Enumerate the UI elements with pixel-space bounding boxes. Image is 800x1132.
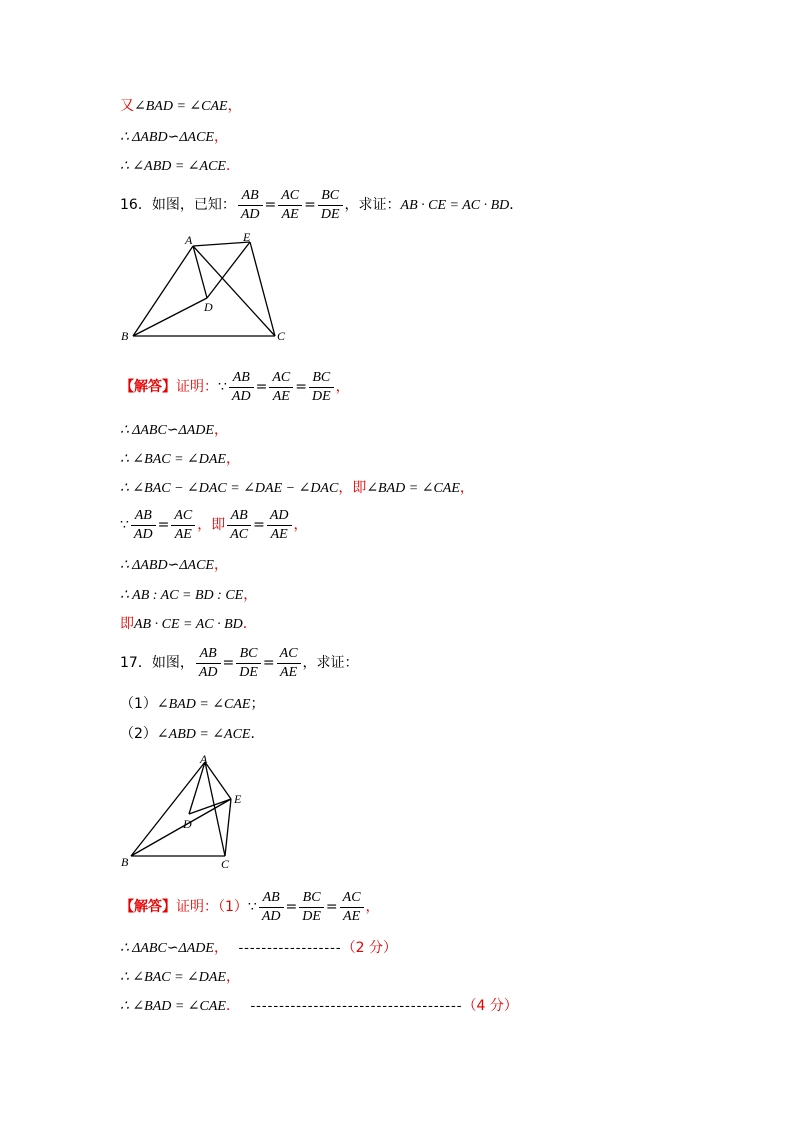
sol17-line-3 <box>120 967 240 988</box>
q16-frac-1 <box>238 187 263 224</box>
q16-label-C: C <box>277 329 286 343</box>
q16-label-E: E <box>243 230 251 244</box>
sol17-end-2: ， <box>213 940 228 956</box>
q16-label-A: A <box>185 233 193 247</box>
q17-p1-label: （1） <box>120 696 157 712</box>
sol17-score-2: （2 分） <box>341 940 397 956</box>
sol16-line-1: 【解答】证明：∵ $\frac{AB}{AD}$ = $\frac{AC}{AE}$ = $\frac{BC}{DE}$ ， <box>120 369 350 404</box>
q17-figure <box>115 750 255 875</box>
sol16-expr-3: ∴ ∠BAC = ∠DAE <box>120 452 226 467</box>
sol16-frac-3 <box>309 369 334 406</box>
sol17-line-2 <box>120 938 397 959</box>
q16-frac-3-den: DE <box>320 206 340 222</box>
q17-label-A: A <box>200 752 208 766</box>
prev-end-1: ， <box>227 98 242 114</box>
q17-frac-3-den: AE <box>280 664 298 680</box>
sol16-expr-4: ∴ ∠BAC − ∠DAC = ∠DAE − ∠DAC <box>120 481 339 496</box>
q16-seg-AE <box>193 242 250 246</box>
sol16-line-5: ∵ $\frac{AB}{AD}$ = $\frac{AC}{AE}$ ，即 $\frac{AB}{AC}$ = $\frac{AD}{AE}$ ， <box>120 507 308 542</box>
q17-seg-EC <box>225 799 231 856</box>
q17-frac-1-num: AB <box>196 645 221 664</box>
sol16-frac-5b-den: AE <box>174 526 192 542</box>
sol16-frac-5a <box>131 507 156 544</box>
sol16-frac-1-den: AD <box>231 388 251 404</box>
sol16-frac-2 <box>269 369 293 406</box>
sol17-expr-3: ∴ ∠BAC = ∠DAE <box>120 970 226 985</box>
prev-line-2 <box>120 127 228 148</box>
q16-frac-3 <box>318 187 343 224</box>
q17-seg-DE <box>189 799 231 814</box>
q17-statement: 17．如图， $\frac{AB}{AD}$ = $\frac{BC}{DE}$ = $\frac{AC}{AE}$ ，求证： <box>120 645 359 680</box>
sol17-end-4: ． <box>225 998 240 1014</box>
q16-seg-AB <box>133 246 193 336</box>
q16-statement: 16．如图，已知： $\frac{AB}{AD}$ = $\frac{AC}{AE}$ = $\frac{BC}{DE}$ ，求证：AB · CE = AC · BD． <box>120 187 524 222</box>
q16-frac-2-den: AE <box>281 206 299 222</box>
q17-p1-end: ； <box>250 696 265 712</box>
q17-part-2 <box>120 724 265 745</box>
sol16-frac-5c-den: AC <box>230 526 249 542</box>
q16-frac-1-den: AD <box>240 206 260 222</box>
prev-end-2: ， <box>213 129 228 145</box>
sol16-end-6: ， <box>213 557 228 573</box>
q16-frac-2-num: AC <box>278 187 302 206</box>
sol16-expr-2: ∴ ΔABC∽ΔADE <box>120 423 214 438</box>
sol16-tag: 【解答】 <box>120 379 176 395</box>
q16-frac-1-num: AB <box>238 187 263 206</box>
q17-frac-2-num: BC <box>236 645 261 664</box>
sol16-line-3 <box>120 449 240 470</box>
sol17-frac-2-den: DE <box>302 908 321 924</box>
sol16-frac-5c <box>227 507 251 544</box>
prev-end-3: ． <box>225 158 240 174</box>
sol16-frac-5a-num: AB <box>131 507 156 526</box>
sol17-expr-4: ∴ ∠BAD = ∠CAE <box>120 999 226 1014</box>
q16-goal: AB · CE = AC · BD <box>400 198 510 213</box>
sol16-because-5: ∵ <box>120 517 129 533</box>
sol16-frac-5c-num: AB <box>227 507 251 526</box>
sol16-end-8: ． <box>242 616 257 632</box>
sol16-mid-4: ，即 <box>338 480 367 496</box>
sol16-frac-5d <box>267 507 292 544</box>
q17-prefix: 17．如图， <box>120 655 194 671</box>
q17-seg-AD <box>189 762 205 814</box>
q17-label-E: E <box>234 792 242 806</box>
q17-p2-label: （2） <box>120 726 157 742</box>
sol16-line-7 <box>120 585 257 606</box>
q16-end: ． <box>509 197 524 213</box>
sol17-expr-2: ∴ ΔABC∽ΔADE <box>120 941 214 956</box>
sol17-frac-1-num: AB <box>259 889 284 908</box>
sol16-frac-5b-num: AC <box>171 507 195 526</box>
q17-frac-2 <box>236 645 261 682</box>
q16-figure <box>115 228 295 348</box>
sol17-dash-2: ------------------ <box>238 940 342 956</box>
q17-frac-1 <box>196 645 221 682</box>
q16-frac-3-num: BC <box>318 187 343 206</box>
sol17-frac-3-den: AE <box>343 908 361 924</box>
sol16-expr-7: ∴ AB : AC = BD : CE <box>120 588 244 603</box>
sol16-frac-1-num: AB <box>229 369 254 388</box>
sol17-frac-2 <box>299 889 324 926</box>
sol16-expr-8: AB · CE = AC · BD <box>134 617 243 632</box>
q17-p2-expr: ∠ABD = ∠ACE <box>156 727 251 742</box>
sol16-proof: 证明： <box>176 379 218 395</box>
sol17-line-4 <box>120 996 518 1017</box>
sol16-end-3: ， <box>225 451 240 467</box>
prev-line-1 <box>120 96 242 117</box>
prev-expr-2: ∴ ΔABD∽ΔACE <box>120 130 214 145</box>
q17-label-D: D <box>183 817 192 831</box>
q17-frac-3 <box>277 645 301 682</box>
sol17-frac-1 <box>259 889 284 926</box>
q16-frac-2 <box>278 187 302 224</box>
q17-label-C: C <box>221 857 230 871</box>
sol17-end-3: ， <box>225 969 240 985</box>
sol16-frac-5d-den: AE <box>270 526 288 542</box>
sol17-because: ∵ <box>247 899 257 915</box>
q17-seg-AB <box>131 762 205 856</box>
sol16-end-7: ， <box>243 587 258 603</box>
sol17-proof: 证明：（1） <box>176 899 248 915</box>
sol16-frac-2-num: AC <box>269 369 293 388</box>
sol16-frac-2-den: AE <box>272 388 290 404</box>
sol16-end-1: ， <box>335 379 350 395</box>
sol16-expr-4b: ∠BAD = ∠CAE <box>366 481 460 496</box>
sol16-line-8 <box>120 614 257 635</box>
sol16-end-5: ， <box>293 517 308 533</box>
sol17-end-1: ， <box>365 899 380 915</box>
sol16-frac-3-den: DE <box>311 388 331 404</box>
sol17-frac-3 <box>340 889 364 926</box>
q17-seg-BE <box>131 799 231 856</box>
q17-mid: ，求证： <box>302 655 359 671</box>
sol16-line-6 <box>120 555 228 576</box>
q17-p2-end: ． <box>250 726 265 742</box>
q17-frac-3-num: AC <box>277 645 301 664</box>
prev-you: 又 <box>120 98 134 114</box>
prev-expr-1: ∠BAD = ∠CAE <box>134 99 228 114</box>
sol17-line-1: 【解答】证明：（1）∵ $\frac{AB}{AD}$ = $\frac{BC}{DE}$ = $\frac{AC}{AE}$ ， <box>120 889 380 924</box>
q16-prefix: 16．如图，已知： <box>120 197 236 213</box>
q17-p1-expr: ∠BAD = ∠CAE <box>156 697 251 712</box>
q17-frac-1-den: AD <box>198 664 218 680</box>
q16-label-D: D <box>204 300 213 314</box>
sol16-line-4 <box>120 478 474 499</box>
sol16-frac-5d-num: AD <box>267 507 292 526</box>
sol16-end-2: ， <box>213 422 228 438</box>
sol16-line-2 <box>120 420 228 441</box>
q16-mid: ，求证： <box>344 197 401 213</box>
q16-seg-BD <box>133 298 207 336</box>
sol17-dash-4: ------------------------------------- <box>250 998 463 1014</box>
sol16-frac-5a-den: AD <box>133 526 153 542</box>
sol16-expr-6: ∴ ΔABD∽ΔACE <box>120 558 214 573</box>
sol17-frac-3-num: AC <box>340 889 364 908</box>
sol16-pre-8: 即 <box>120 616 134 632</box>
sol17-frac-1-den: AD <box>261 908 281 924</box>
q16-seg-ED <box>207 242 250 298</box>
q17-frac-2-den: DE <box>239 664 258 680</box>
q17-label-B: B <box>121 855 129 869</box>
sol17-tag: 【解答】 <box>120 899 176 915</box>
sol16-frac-1 <box>229 369 254 406</box>
sol16-end-4: ， <box>459 480 474 496</box>
sol16-because: ∵ <box>218 379 227 395</box>
sol16-frac-3-num: BC <box>309 369 334 388</box>
prev-line-3 <box>120 156 240 177</box>
q16-label-B: B <box>121 329 129 343</box>
sol16-frac-5b <box>171 507 195 544</box>
sol17-frac-2-num: BC <box>299 889 324 908</box>
sol17-score-4: （4 分） <box>462 998 518 1014</box>
prev-expr-3: ∴ ∠ABD = ∠ACE <box>120 159 226 174</box>
q17-part-1 <box>120 694 265 715</box>
sol16-mid-5: ，即 <box>197 517 226 533</box>
